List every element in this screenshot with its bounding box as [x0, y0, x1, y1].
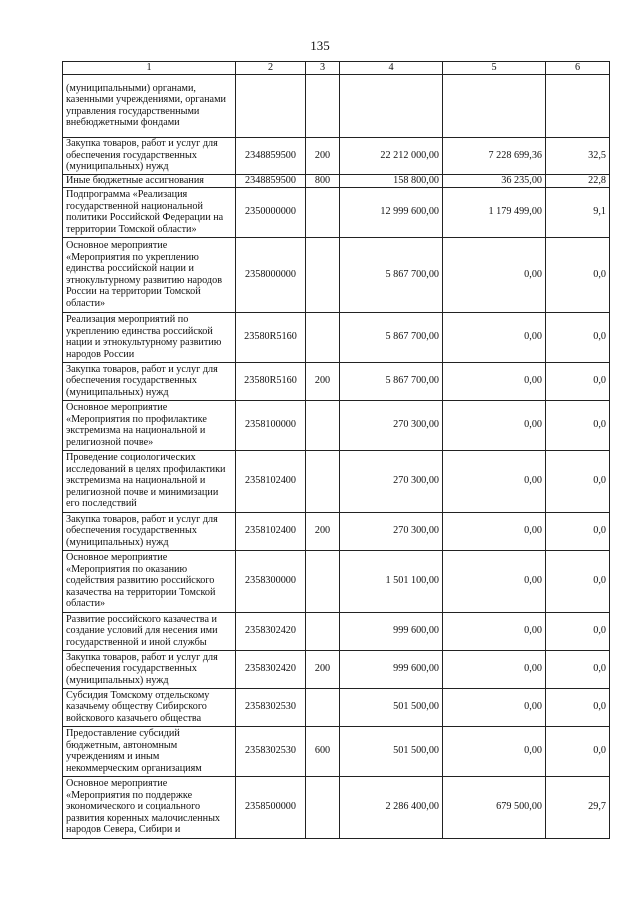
row-fact-cell: 7 228 699,36 — [443, 137, 546, 174]
row-fact-cell — [443, 74, 546, 137]
row-percent-cell: 0,0 — [546, 362, 610, 400]
row-fact-cell: 0,00 — [443, 362, 546, 400]
row-plan-cell: 501 500,00 — [340, 688, 443, 726]
row-fact-cell: 0,00 — [443, 726, 546, 776]
row-name-cell: Иные бюджетные ассигнования — [63, 174, 236, 187]
row-percent-cell: 0,0 — [546, 726, 610, 776]
row-name-cell: Закупка товаров, работ и услуг для обеспечения государственных (муниципальных) нужд — [63, 650, 236, 688]
row-expense-type-cell: 200 — [306, 362, 340, 400]
table-row — [63, 650, 610, 688]
table-row — [63, 312, 610, 362]
row-fact-cell: 1 179 499,00 — [443, 187, 546, 237]
row-code-cell: 23580R5160 — [236, 312, 306, 362]
row-code-cell: 2358102400 — [236, 450, 306, 512]
row-expense-type-cell — [306, 400, 340, 450]
row-name-cell: Основное мероприятие «Мероприятия по профилактике экстремизма на национальной и религиозной почве» — [63, 400, 236, 450]
row-percent-cell: 0,0 — [546, 650, 610, 688]
row-expense-type-cell — [306, 550, 340, 612]
row-plan-cell — [340, 74, 443, 137]
row-code-cell: 2358302530 — [236, 688, 306, 726]
row-expense-type-cell — [306, 450, 340, 512]
table-row — [63, 362, 610, 400]
row-plan-cell: 22 212 000,00 — [340, 137, 443, 174]
row-name-cell: Основное мероприятие «Мероприятия по поддержке экономического и социального развития коренных малочисленных народов Севера, Сибири и — [63, 776, 236, 838]
table-row — [63, 187, 610, 237]
table-row — [63, 776, 610, 838]
row-expense-type-cell: 200 — [306, 137, 340, 174]
column-header: 4 — [340, 62, 443, 75]
row-code-cell: 2358102400 — [236, 512, 306, 550]
table-row — [63, 612, 610, 650]
row-expense-type-cell — [306, 74, 340, 137]
row-code-cell: 2358000000 — [236, 237, 306, 312]
row-code-cell: 2358302420 — [236, 650, 306, 688]
row-percent-cell: 0,0 — [546, 512, 610, 550]
row-name-cell: Предоставление субсидий бюджетным, автономным учреждениям и иным некоммерческим организациям — [63, 726, 236, 776]
column-header: 5 — [443, 62, 546, 75]
row-percent-cell: 0,0 — [546, 688, 610, 726]
table-row — [63, 688, 610, 726]
table-row — [63, 726, 610, 776]
row-fact-cell: 0,00 — [443, 612, 546, 650]
row-name-cell: Субсидия Томскому отдельскому казачьему обществу Сибирского войскового казачьего общества — [63, 688, 236, 726]
row-plan-cell: 5 867 700,00 — [340, 312, 443, 362]
row-percent-cell: 0,0 — [546, 450, 610, 512]
row-fact-cell: 0,00 — [443, 512, 546, 550]
row-percent-cell: 32,5 — [546, 137, 610, 174]
table-row — [63, 450, 610, 512]
row-code-cell: 2358300000 — [236, 550, 306, 612]
row-percent-cell: 0,0 — [546, 550, 610, 612]
row-fact-cell: 0,00 — [443, 312, 546, 362]
row-expense-type-cell — [306, 688, 340, 726]
row-expense-type-cell: 600 — [306, 726, 340, 776]
column-header: 6 — [546, 62, 610, 75]
row-expense-type-cell: 200 — [306, 650, 340, 688]
row-percent-cell: 0,0 — [546, 400, 610, 450]
row-name-cell: Основное мероприятие «Мероприятия по укреплению единства российской нации и этнокультурному развитию народов России на территории Томской области» — [63, 237, 236, 312]
row-name-cell: Закупка товаров, работ и услуг для обеспечения государственных (муниципальных) нужд — [63, 512, 236, 550]
row-fact-cell: 679 500,00 — [443, 776, 546, 838]
table-row — [63, 237, 610, 312]
row-fact-cell: 0,00 — [443, 450, 546, 512]
row-plan-cell: 5 867 700,00 — [340, 237, 443, 312]
row-fact-cell: 0,00 — [443, 688, 546, 726]
row-percent-cell: 0,0 — [546, 612, 610, 650]
row-fact-cell: 36 235,00 — [443, 174, 546, 187]
column-header: 1 — [63, 62, 236, 75]
row-plan-cell: 501 500,00 — [340, 726, 443, 776]
row-name-cell: Подпрограмма «Реализация государственной национальной политики Российской Федерации на территории Томской области» — [63, 187, 236, 237]
row-plan-cell: 270 300,00 — [340, 400, 443, 450]
row-name-cell: Закупка товаров, работ и услуг для обеспечения государственных (муниципальных) нужд — [63, 137, 236, 174]
row-code-cell: 2358100000 — [236, 400, 306, 450]
row-plan-cell: 270 300,00 — [340, 450, 443, 512]
row-percent-cell — [546, 74, 610, 137]
row-name-cell: (муниципальными) органами, казенными учреждениями, органами управления государственными внебюджетными фондами — [63, 74, 236, 137]
column-header: 3 — [306, 62, 340, 75]
column-header: 2 — [236, 62, 306, 75]
table-row — [63, 174, 610, 187]
row-expense-type-cell — [306, 312, 340, 362]
row-code-cell: 2358302420 — [236, 612, 306, 650]
row-name-cell: Основное мероприятие «Мероприятия по оказанию содействия развитию российского казачества на территории Томской области» — [63, 550, 236, 612]
row-fact-cell: 0,00 — [443, 650, 546, 688]
row-plan-cell: 12 999 600,00 — [340, 187, 443, 237]
row-code-cell: 23580R5160 — [236, 362, 306, 400]
header-row — [63, 62, 610, 75]
page-number: 135 — [310, 38, 330, 53]
row-expense-type-cell — [306, 612, 340, 650]
row-name-cell: Развитие российского казачества и создание условий для несения ими государственной и иной службы — [63, 612, 236, 650]
row-code-cell: 2348859500 — [236, 174, 306, 187]
table-row — [63, 550, 610, 612]
row-code-cell: 2350000000 — [236, 187, 306, 237]
row-name-cell: Реализация мероприятий по укреплению единства российской нации и этнокультурному развитию народов России — [63, 312, 236, 362]
row-plan-cell: 158 800,00 — [340, 174, 443, 187]
row-expense-type-cell — [306, 187, 340, 237]
row-expense-type-cell — [306, 237, 340, 312]
row-percent-cell: 29,7 — [546, 776, 610, 838]
row-percent-cell: 9,1 — [546, 187, 610, 237]
row-plan-cell: 999 600,00 — [340, 612, 443, 650]
row-plan-cell: 1 501 100,00 — [340, 550, 443, 612]
row-plan-cell: 5 867 700,00 — [340, 362, 443, 400]
row-percent-cell: 0,0 — [546, 312, 610, 362]
row-name-cell: Проведение социологических исследований в целях профилактики экстремизма на национальной и религиозной почве и минимизации его последствий — [63, 450, 236, 512]
table-row — [63, 74, 610, 137]
row-expense-type-cell: 200 — [306, 512, 340, 550]
budget-table — [62, 61, 610, 839]
row-expense-type-cell: 800 — [306, 174, 340, 187]
row-plan-cell: 270 300,00 — [340, 512, 443, 550]
row-plan-cell: 999 600,00 — [340, 650, 443, 688]
row-code-cell: 2358302530 — [236, 726, 306, 776]
row-expense-type-cell — [306, 776, 340, 838]
row-fact-cell: 0,00 — [443, 400, 546, 450]
row-name-cell: Закупка товаров, работ и услуг для обеспечения государственных (муниципальных) нужд — [63, 362, 236, 400]
row-code-cell: 2358500000 — [236, 776, 306, 838]
table-row — [63, 512, 610, 550]
row-percent-cell: 22,8 — [546, 174, 610, 187]
row-fact-cell: 0,00 — [443, 550, 546, 612]
row-plan-cell: 2 286 400,00 — [340, 776, 443, 838]
row-code-cell: 2348859500 — [236, 137, 306, 174]
table-row — [63, 137, 610, 174]
table-row — [63, 400, 610, 450]
row-fact-cell: 0,00 — [443, 237, 546, 312]
row-code-cell — [236, 74, 306, 137]
row-percent-cell: 0,0 — [546, 237, 610, 312]
